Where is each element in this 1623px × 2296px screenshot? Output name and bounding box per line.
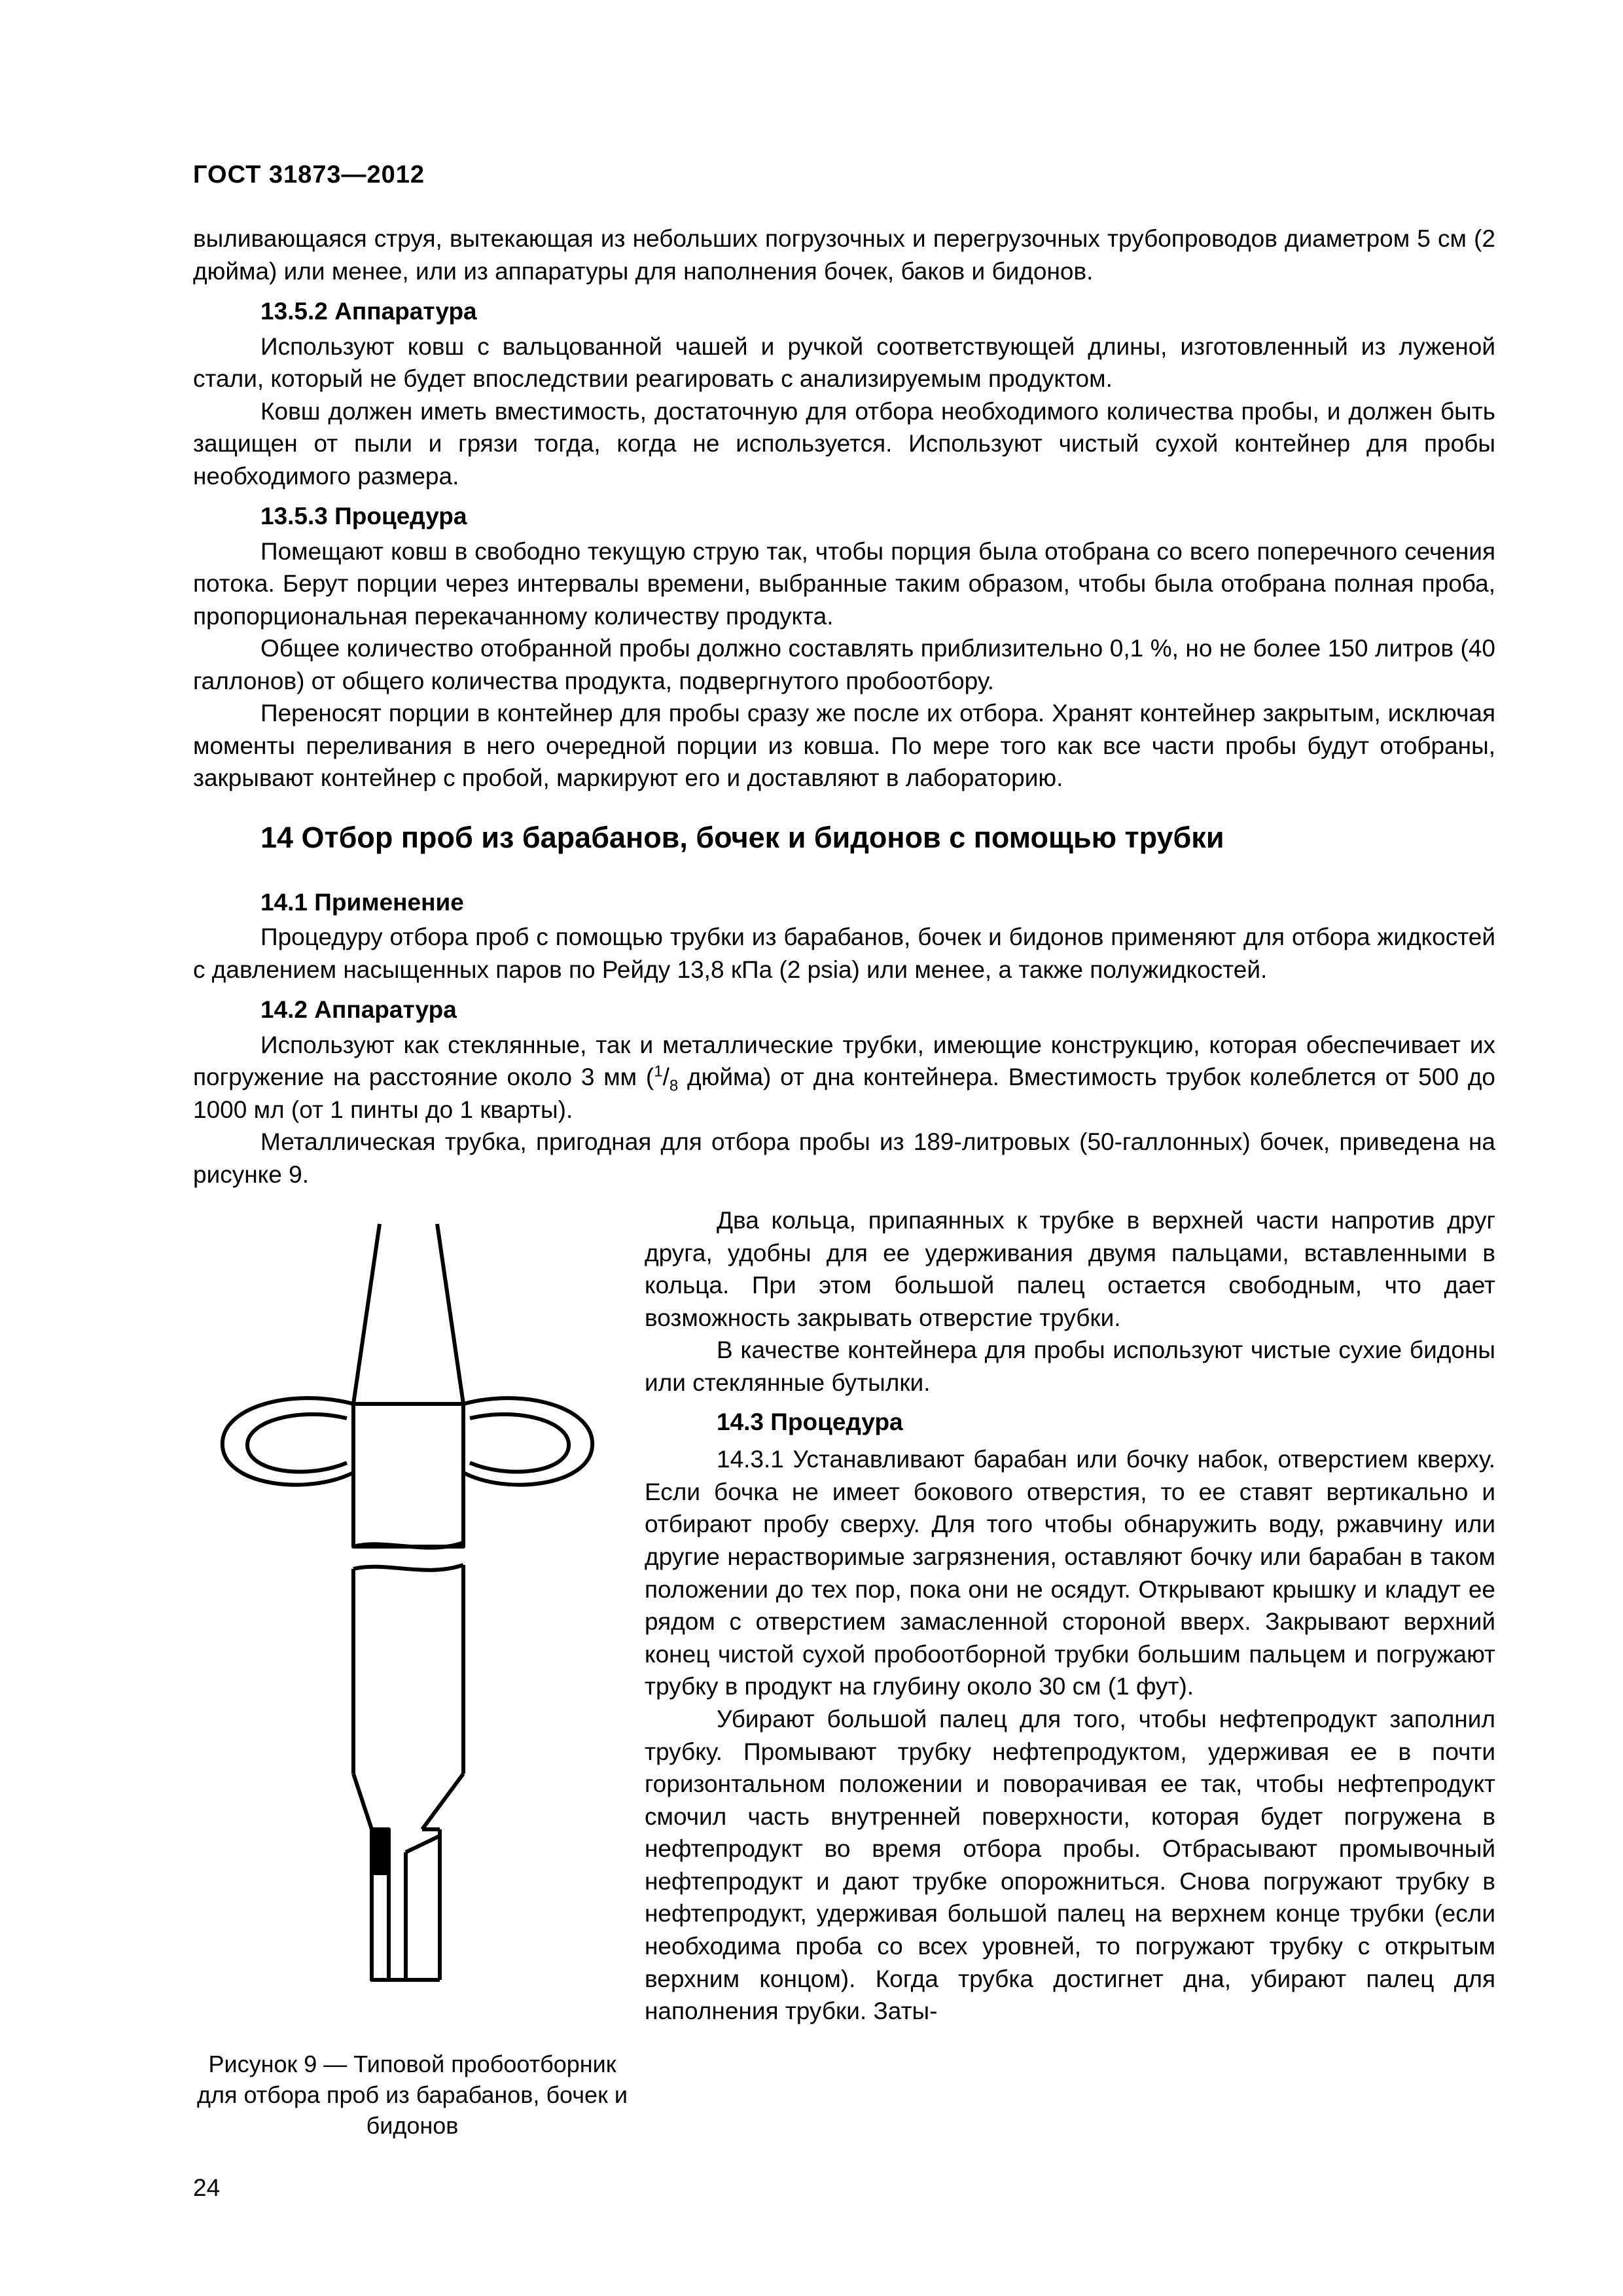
tip-taper-left	[353, 1774, 372, 1829]
paragraph-14-2-a-start: Используют как стеклянные, так и металлические трубки, имеющие конструкцию, которая обеспечивает их погружение на расстояние около 3 мм (	[193, 1031, 1495, 1090]
paragraph-14-2-a	[193, 1029, 1495, 1126]
upper-body	[353, 1404, 463, 1547]
figure-9-caption: Рисунок 9 — Типовой пробоотборник для отбора проб из барабанов, бочек и бидонов	[197, 2051, 628, 2139]
paragraph-intro: выливающаяся струя, вытекающая из небольших погрузочных и перегрузочных трубопроводов диаметром 5 см (2 дюйма) или менее, или из аппаратуры для наполнения бочек, баков и бидонов.	[193, 225, 1495, 285]
heading-14-3: 14.3 Процедура	[717, 1408, 903, 1435]
heading-13-5-3: 13.5.3 Процедура	[260, 503, 467, 529]
tip-taper-right	[422, 1774, 463, 1829]
paragraph-14-2-a-end: дюйма) от дна контейнера. Вместимость трубок колеблется от 500 до 1000 мл (от 1 пинты до 1 кварты).	[193, 1064, 1495, 1123]
figure-9-sampler	[190, 1208, 635, 2019]
paragraph-13-5-2-a: Используют ковш с вальцованной чашей и ручкой соответствующей длины, изготовленный из луженой стали, который не будет впоследствии реагировать с анализируемым продуктом.	[193, 332, 1495, 392]
tip-dark-marker	[372, 1831, 388, 1875]
section-14-title: 14 Отбор проб из барабанов, бочек и бидонов с помощью трубки	[260, 820, 1224, 854]
paragraph-13-5-2-b: Ковш должен иметь вместимость, достаточную для отбора необходимого количества пробы, и должен быть защищен от пыли и грязи тогда, когда не используется. Используют чистый сухой контейнер для пробы необходимого размера.	[193, 397, 1495, 490]
left-ring-inner	[247, 1414, 347, 1472]
paragraph-container: В качестве контейнера для пробы используют чистые сухие бидоны или стеклянные бутылки.	[645, 1336, 1495, 1396]
fraction-denominator: 8	[669, 1077, 679, 1095]
break-line-lower	[353, 1565, 463, 1570]
right-column	[645, 1204, 1495, 2028]
paragraph-13-5-3-b: Общее количество отобранной пробы должно составлять приблизительно 0,1 %, но не более 150 литров (40 галлонов) от общего количества продукта, подвергнутого пробоотбору.	[193, 635, 1495, 694]
body-upper	[193, 223, 1495, 1191]
heading-14-1: 14.1 Применение	[260, 888, 464, 916]
right-ring-inner	[470, 1414, 569, 1472]
paragraph-14-1: Процедуру отбора проб с помощью трубки из барабанов, бочек и бидонов применяют для отбора жидкостей с давлением насыщенных паров по Рейду 13,8 кПа (2 psia) или менее, а также полужидкостей.	[193, 924, 1495, 983]
cone-left-edge	[353, 1224, 380, 1404]
paragraph-remove-finger: Убирают большой палец для того, чтобы нефтепродукт заполнил трубку. Промывают трубку нефтепродуктом, удерживая ее в почти горизонтальном положении и поворачивая ее так, чтобы нефтепродукт смочил часть внутренней поверхности, которая будет погружена в нефтепродукт во время отбора пробы. Отбрасывают промывочный нефтепродукт и дают трубке опорожниться. Снова погружают трубку в нефтепродукт, удерживая большой палец на верхнем конце трубки (если необходима проба со всех уровней, то погружают трубку с открытым верхним концом). Когда трубка достигнет дна, убирают палец для наполнения трубки. Заты-	[645, 1705, 1495, 2025]
fraction-numerator: 1	[654, 1062, 663, 1081]
paragraph-rings: Два кольца, припаянных к трубке в верхней части напротив друг друга, удобны для ее удерживания двумя пальцами, вставленными в кольца. При этом большой палец остается свободным, что дает возможность закрывать отверстие трубки.	[645, 1207, 1495, 1331]
standard-header: ГОСТ 31873—2012	[193, 161, 425, 188]
tip-diagonal	[406, 1836, 440, 1852]
paragraph-14-2-b: Металлическая трубка, пригодная для отбора пробы из 189-литровых (50-галлонных) бочек, приведена на рисунке 9.	[193, 1128, 1495, 1188]
paragraph-13-5-3-c: Переносят порции в контейнер для пробы сразу же после их отбора. Хранят контейнер закрытым, исключая моменты переливания в него очередной порции из ковша. По мере того как все части пробы будут отобраны, закрывают контейнер с пробой, маркируют его и доставляют в лабораторию.	[193, 700, 1495, 791]
fraction-slash: /	[662, 1064, 669, 1090]
heading-14-2: 14.2 Аппаратура	[260, 996, 457, 1023]
cone-right-edge	[437, 1224, 463, 1404]
paragraph-14-3-1: 14.3.1 Устанавливают барабан или бочку набок, отверстием кверху. Если бочка не имеет бокового отверстия, то ее ставят вертикально и отбирают пробу сверху. Для того чтобы обнаружить воду, ржавчину или другие нерастворимые загрязнения, оставляют бочку или барабан в таком положении до тех пор, пока они не осядут. Открывают крышку и кладут ее рядом с отверстием замасленной стороной вверх. Закрывают верхний конец чистой сухой пробоотборной трубки большим пальцем и погружают трубку в продукт на глубину около 30 см (1 фут).	[645, 1446, 1495, 1700]
heading-13-5-2: 13.5.2 Аппаратура	[260, 298, 477, 325]
page-number: 24	[193, 2174, 221, 2201]
paragraph-13-5-3-a: Помещают ковш в свободно текущую струю так, чтобы порция была отобрана со всего поперечного сечения потока. Берут порции через интервалы времени, выбранные таким образом, чтобы была отобрана полная проба, пропорциональная перекачанному количеству продукта.	[193, 537, 1495, 630]
sampler-tube-drawing	[190, 1208, 635, 2019]
